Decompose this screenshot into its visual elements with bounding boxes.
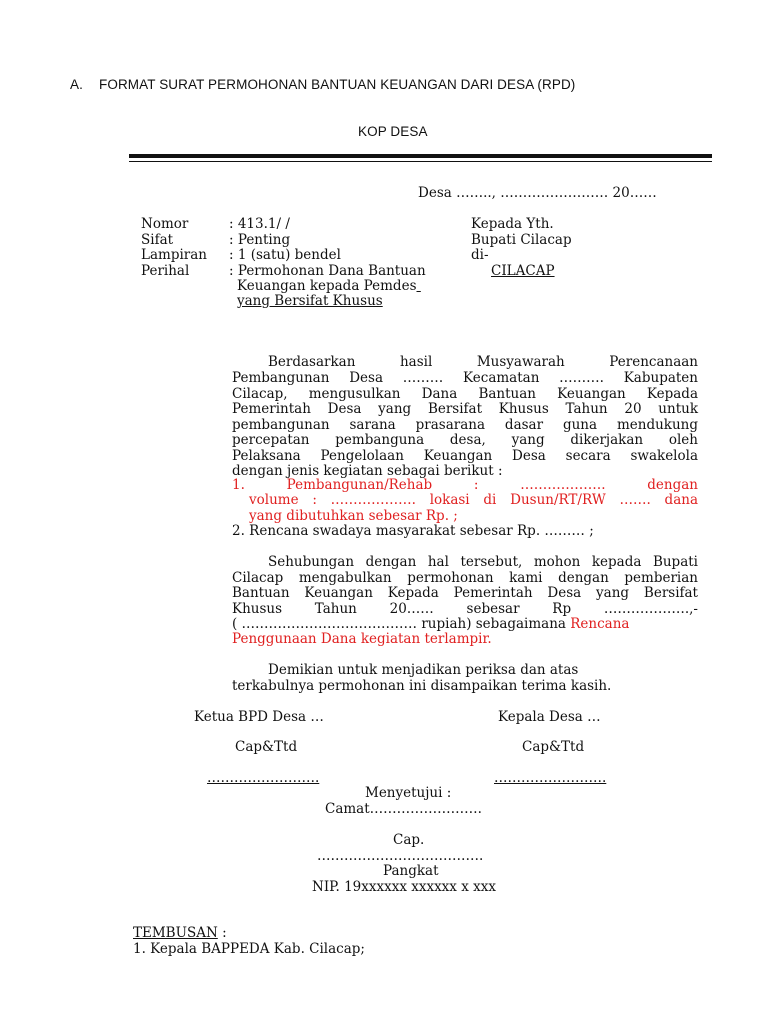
tembusan-label: TEMBUSAN : [133, 925, 227, 941]
sifat-value: : Penting [229, 232, 291, 248]
camat-nip: NIP. 19xxxxxx xxxxxx x xxx [312, 879, 496, 895]
item-1-line: volume : ………………. lokasi di Dusun/RT/RW ……. dana [249, 492, 698, 508]
p2-line: Khusus Tahun 20…… sebesar Rp ……………….,- [232, 601, 698, 617]
p3-line: terkabulnya permohonan ini disampaikan terima kasih. [232, 678, 612, 694]
kades-stamp: Cap&Ttd [522, 739, 585, 755]
p1-line: Cilacap, mengusulkan Dana Bantuan Keuangan Kepada [232, 386, 698, 402]
p1-line: Berdasarkan hasil Musyawarah Perencanaan [268, 354, 698, 370]
letterhead-rule-thick [129, 154, 712, 158]
recipient-line-4: CILACAP [491, 263, 555, 279]
approve-label: Menyetujui : [365, 785, 452, 801]
recipient-line-1: Kepada Yth. [471, 216, 554, 232]
perihal-label: Perihal [141, 263, 190, 279]
recipient-line-3: di- [471, 247, 489, 263]
item-1-line: yang dibutuhkan sebesar Rp. ; [249, 508, 458, 524]
item-1-line: 1. Pembangunan/Rehab : ………………. dengan [232, 477, 698, 493]
camat-title: Camat……………………. [325, 801, 482, 817]
p2-line-red: Penggunaan Dana kegiatan terlampir. [232, 631, 492, 647]
item-2: 2. Rencana swadaya masyarakat sebesar Rp. ……… ; [232, 523, 594, 539]
sifat-label: Sifat [141, 232, 174, 248]
camat-name: ………………………………. [317, 848, 484, 864]
kades-title: Kepala Desa … [498, 709, 601, 725]
date-line: Desa …….., …………………… 20…… [418, 185, 657, 201]
p2-line: ( ………………………………… rupiah) sebagaimana Rencana [232, 616, 630, 632]
bpd-stamp: Cap&Ttd [235, 739, 298, 755]
lampiran-label: Lampiran [141, 247, 207, 263]
p2-red-tail: Rencana [570, 616, 630, 632]
p1-line: dengan jenis kegiatan sebagai berikut : [232, 463, 503, 479]
recipient-line-2: Bupati Cilacap [471, 232, 572, 248]
camat-rank: Pangkat [383, 863, 439, 879]
p2-line: Cilacap mengabulkan permohonan kami dengan pemberian [232, 570, 698, 586]
p1-line: pembangunan sarana prasarana dasar guna mendukung [232, 417, 698, 433]
perihal-value-3: yang Bersifat Khusus [237, 293, 383, 309]
p3-line: Demikian untuk menjadikan periksa dan atas [268, 662, 579, 678]
nomor-label: Nomor [141, 216, 189, 232]
p1-line: percepatan pembanguna desa, yang dikerjakan oleh [232, 432, 698, 448]
letterhead-rule-thin [129, 161, 712, 162]
bpd-title: Ketua BPD Desa … [194, 709, 324, 725]
camat-stamp: Cap. [393, 832, 425, 848]
p2-line: Sehubungan dengan hal tersebut, mohon kepada Bupati [268, 554, 698, 570]
nomor-value: : 413.1/ / [229, 216, 290, 232]
perihal-value-2: Keuangan kepada Pemdes [237, 278, 417, 294]
p1-line: Pemerintah Desa yang Bersifat Khusus Tahun 20 untuk [232, 401, 698, 417]
bpd-name: ……………………. [207, 770, 320, 786]
perihal-value-1: : Permohonan Dana Bantuan [229, 263, 426, 279]
p2-line: Bantuan Keuangan Kepada Pemerintah Desa yang Bersifat [232, 585, 698, 601]
p1-line: Pelaksana Pengelolaan Keuangan Desa secara swakelola [232, 448, 698, 464]
section-letter: A. [70, 77, 83, 92]
document-heading: FORMAT SURAT PERMOHONAN BANTUAN KEUANGAN DARI DESA (RPD) [99, 77, 576, 92]
kades-name: ……………………. [494, 770, 607, 786]
lampiran-value: : 1 (satu) bendel [229, 247, 341, 263]
p1-line: Pembangunan Desa ……… Kecamatan ………. Kabupaten [232, 370, 698, 386]
kop-desa: KOP DESA [358, 124, 428, 139]
tembusan-item-1: 1. Kepala BAPPEDA Kab. Cilacap; [133, 941, 365, 957]
